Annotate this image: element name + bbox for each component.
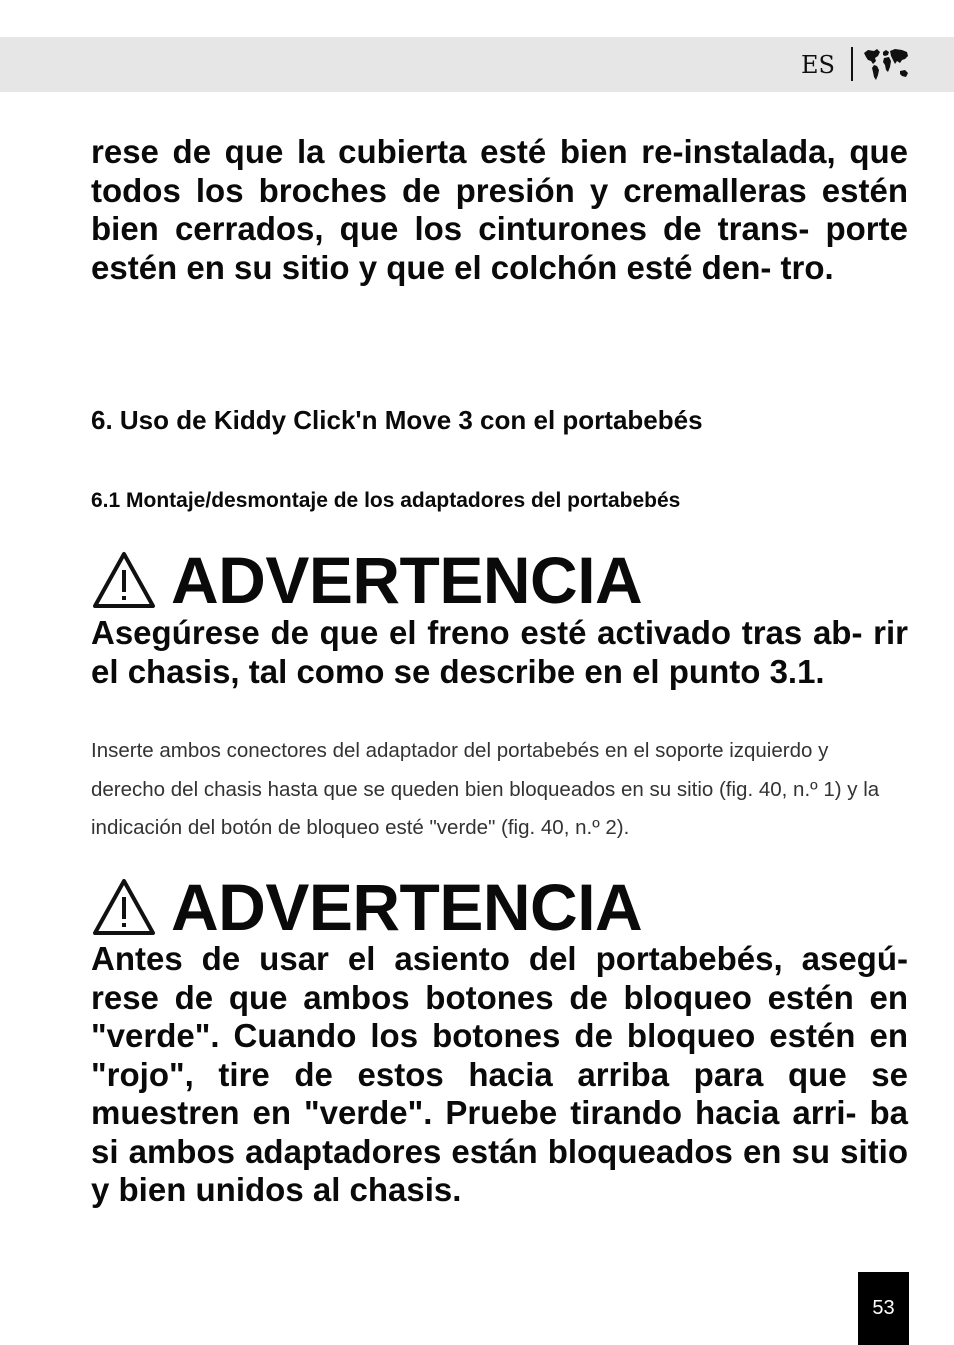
warning-title-text: ADVERTENCIA (171, 543, 643, 617)
subsection-heading: 6.1 Montaje/desmontaje de los adaptadores del portabebés (91, 489, 681, 512)
warning-text: Antes de usar el asiento del portabebés, asegú- rese de que ambos botones de bloqueo estén en "verde". Cuando los botones de bloqueo estén en "rojo", tire de estos hacia arriba para que se muestren en "verde". Pruebe tirando hacia arri- ba si ambos adaptadores están bloqueados en su sitio y bien unidos al chasis. (91, 940, 908, 1208)
warning-title (91, 545, 642, 615)
world-map-icon (862, 47, 910, 83)
page-number: 53 (858, 1272, 909, 1345)
warning-triangle-icon (91, 877, 157, 937)
header-divider (851, 47, 853, 81)
section-heading: 6. Uso de Kiddy Click'n Move 3 con el portabebés (91, 405, 703, 435)
warning-triangle-icon (91, 550, 157, 610)
language-code: ES (801, 51, 835, 79)
warning-title-text: ADVERTENCIA (171, 870, 643, 944)
body-paragraph: Inserte ambos conectores del adaptador del portabebés en el soporte izquierdo y derecho del chasis hasta que se queden bien bloqueados en su sitio (fig. 40, n.º 1) y la indicación del botón de bloqueo esté "verde" (fig. 40, n.º 2). (91, 739, 880, 839)
warning-title (91, 872, 642, 942)
warning-text: Asegúrese de que el freno esté activado tras ab- rir el chasis, tal como se describe en el punto 3.1. (91, 614, 908, 690)
continued-paragraph: rese de que la cubierta esté bien re-instalada, que todos los broches de presión y cremalleras estén bien cerrados, que los cinturones de trans- porte estén en su sitio y que el colchón esté den- tro. (91, 133, 908, 286)
